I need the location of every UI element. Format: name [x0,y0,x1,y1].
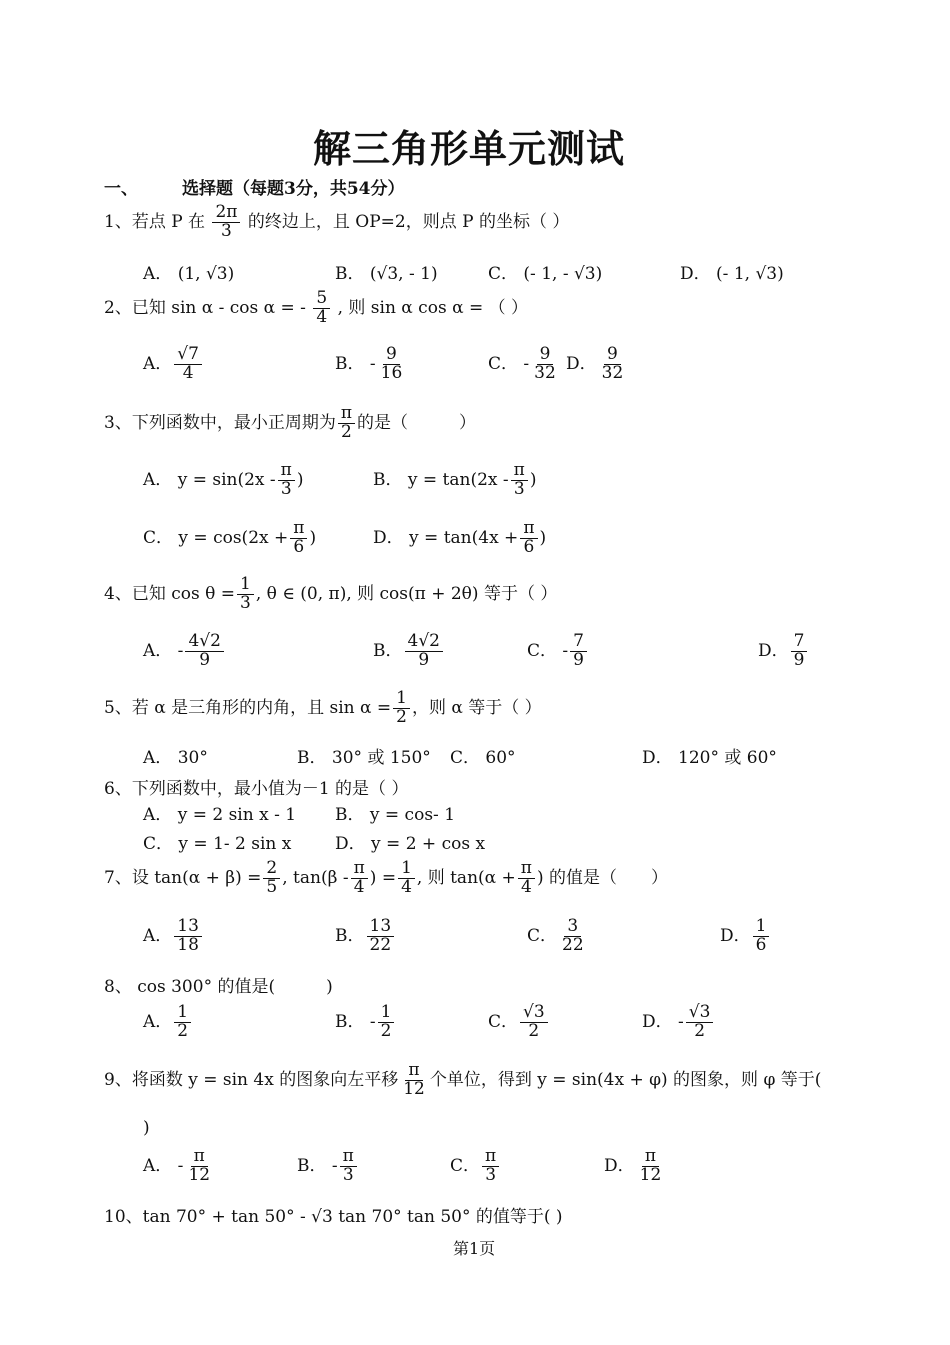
q7-stem-end: ) 的值是（ ） [536,867,669,888]
option-letter: A． [143,264,173,284]
option-fraction [520,520,537,557]
frac-den: 3 [221,220,232,241]
frac-num: 2 [263,860,280,879]
question-7 [104,860,668,897]
option-letter: C． [450,1155,481,1176]
frac-num: π [405,1062,422,1081]
frac-num: 1 [753,918,770,937]
q3-option-b[interactable] [373,462,537,499]
q3-option-c[interactable] [143,520,316,557]
option-fraction [278,462,295,499]
option-fraction [570,633,587,670]
option-letter: D． [335,834,366,854]
option-text: (- 1, √3) [716,264,784,284]
option-fraction [511,462,528,499]
frac-num: 9 [383,346,400,365]
option-text: (√3, - 1) [369,264,438,284]
q4-option-b[interactable] [373,633,445,670]
q9-option-c[interactable] [450,1148,501,1185]
option-fraction [367,918,395,955]
q3-option-d[interactable] [373,520,546,557]
frac-num: π [482,1148,499,1167]
q2-fraction [313,290,330,327]
frac-den: 12 [639,1164,662,1185]
option-text-end: ) [309,527,317,548]
option-letter: B． [297,748,327,768]
section-number: 一、 [104,179,138,199]
frac-num: π [191,1148,208,1167]
q1-stem: 1、若点 P 在 [104,211,206,232]
q7-stem: 7、设 tan(α + β) = [104,867,262,888]
page-title: 解三角形单元测试 [313,126,626,171]
q4-option-d[interactable] [758,633,809,670]
frac-den: 3 [485,1164,497,1185]
q2-option-b[interactable] [335,346,407,383]
option-fraction [686,1004,714,1041]
q4-fraction [237,576,254,613]
frac-den: 2 [380,1020,392,1041]
frac-den: 12 [403,1078,425,1099]
frac-num: 1 [393,690,410,709]
option-text: y = 1- 2 sin x [178,834,292,854]
frac-den: 3 [280,478,292,499]
option-letter: A． [143,805,173,825]
q9-stem-continued: ) [143,1118,150,1138]
frac-den: 4 [353,876,365,897]
option-fraction [791,633,808,670]
option-text: 120° 或 60° [678,748,777,768]
option-letter: C． [527,925,558,946]
q4-option-c[interactable] [527,633,589,670]
option-fraction [520,1004,548,1041]
frac-num: 9 [604,346,621,365]
option-letter: B． [335,925,365,946]
frac-num: √3 [520,1004,548,1023]
option-letter: B． [373,469,403,490]
q9-option-a[interactable] [143,1148,215,1185]
frac-num: √3 [686,1004,714,1023]
q6-option-b[interactable] [335,800,455,825]
frac-den: 2 [528,1020,540,1041]
option-fraction [378,346,406,383]
option-letter: A． [143,469,173,490]
page-number: 第1页 [453,1239,496,1258]
frac-den: 5 [266,876,278,897]
q2-option-a[interactable] [143,346,204,383]
option-fraction [185,1148,213,1185]
frac-den: 9 [573,649,584,670]
q1-option-a[interactable] [143,259,234,284]
frac-den: 4 [182,362,194,383]
frac-num: π [290,520,307,539]
option-letter: C． [488,1011,519,1032]
q7-fraction-4 [518,860,535,897]
option-text: y = cos- 1 [369,805,456,825]
option-fraction [174,918,202,955]
option-fraction [290,520,307,557]
option-text: 60° [485,748,516,768]
q3-stem-end: 的是（ ） [357,412,477,433]
q7-fraction-3 [398,860,415,897]
q5-option-c[interactable] [450,743,516,768]
q8-option-b[interactable] [335,1004,396,1041]
q8-option-c[interactable] [488,1004,550,1041]
frac-den: 2 [396,706,407,727]
option-fraction [174,1004,191,1041]
option-fraction [753,918,770,955]
q6-option-d[interactable] [335,829,485,854]
frac-num: π [511,462,528,481]
q8-expression: cos 300° [137,977,213,997]
q7-stem-part: , 则 tan(α + [416,867,516,888]
option-text: y = sin(2x - [177,469,276,490]
option-text: y = 2 sin x - 1 [177,805,297,825]
q7-option-a[interactable] [143,918,204,955]
frac-den: 9 [418,649,430,670]
frac-den: 32 [534,362,556,383]
option-fraction [559,918,587,955]
frac-den: 9 [793,649,805,670]
frac-den: 2 [694,1020,706,1041]
option-text: (1, √3) [177,264,235,284]
option-letter: D． [680,264,711,284]
frac-num: 3 [564,918,581,937]
q9-stem: 9、将函数 y = sin 4x 的图象向左平移 [104,1069,399,1090]
option-text: 30° 或 150° [331,748,431,768]
frac-den: 3 [240,592,251,613]
option-letter: D． [642,748,673,768]
q7-option-b[interactable] [335,918,396,955]
option-letter: A． [143,353,173,374]
option-fraction [174,346,202,383]
q7-option-c[interactable] [527,918,589,955]
option-letter: D． [604,1155,635,1176]
frac-den: 32 [601,362,624,383]
frac-num: π [642,1148,659,1167]
frac-num: 1 [398,860,415,879]
q6-option-c[interactable] [143,829,291,854]
frac-num: 1 [237,576,254,595]
frac-den: 22 [562,934,584,955]
option-text-end: ) [529,469,537,490]
option-text: 30° [177,748,208,768]
q3-fraction [338,405,355,442]
option-fraction [405,633,443,670]
frac-num: 4√2 [405,633,443,652]
q7-stem-part: ) = [369,867,397,888]
q9-stem-end: 个单位，得到 y = sin(4x + φ) 的图象，则 φ 等于( [429,1069,822,1090]
option-fraction [637,1148,665,1185]
option-letter: A． [143,748,173,768]
frac-den: 4 [401,876,412,897]
question-3 [104,405,476,442]
option-text: y = 2 + cos x [371,834,486,854]
option-letter: D． [758,640,789,661]
option-text: y = cos(2x + [178,527,289,548]
frac-num: π [351,860,368,879]
option-text-end: ) [539,527,547,548]
frac-num: 5 [313,290,330,309]
question-4 [104,576,557,613]
q5-option-d[interactable] [642,743,777,768]
q4-stem-end: , θ ∈ (0, π), 则 cos(π + 2θ) 等于（ ） [255,583,558,604]
q7-stem-part: , tan(β - [282,867,349,888]
frac-num: π [520,520,537,539]
frac-num: 9 [537,346,554,365]
option-letter: A． - [143,640,184,661]
option-letter: C． [488,264,519,284]
q4-option-a[interactable] [143,633,226,670]
frac-num: 7 [570,633,587,652]
q7-fraction-2 [351,860,368,897]
frac-num: 4√2 [185,633,223,652]
option-text: y = tan(4x + [409,527,519,548]
frac-num: π [518,860,535,879]
frac-den: 12 [188,1164,211,1185]
option-letter: A． - [143,1155,184,1176]
question-10: 10、tan 70° + tan 50° - √3 tan 70° tan 50° 的值等于( ) [104,1207,563,1227]
option-letter: C． [143,834,174,854]
q7-option-d[interactable] [720,918,771,955]
q5-option-b[interactable] [297,743,431,768]
q2-option-d[interactable] [566,346,628,383]
frac-num: 13 [367,918,395,937]
frac-num: π [340,1148,357,1167]
question-5 [104,690,542,727]
frac-num: π [338,405,355,424]
q1-fraction [212,204,240,241]
question-1 [104,204,569,241]
frac-den: 2 [341,421,352,442]
q5-stem-end: ，则 α 等于（ ） [411,697,542,718]
q8-stem-end: 的值是( ) [217,977,333,997]
option-letter: B． - [297,1155,338,1176]
option-text: y = tan(2x - [407,469,509,490]
option-text-end: ) [296,469,304,490]
option-letter: B． [335,805,365,825]
q5-fraction [393,690,410,727]
section-heading: 选择题（每题3分，共54分） [182,179,405,199]
q2-stem: 2、已知 sin α - cos α = - [104,297,306,318]
option-letter: B． [335,264,365,284]
q3-stem: 3、下列函数中，最小正周期为 [104,412,336,433]
option-letter: C． [450,748,481,768]
frac-den: 6 [523,536,535,557]
q5-stem: 5、若 α 是三角形的内角，且 sin α = [104,697,392,718]
frac-den: 18 [177,934,199,955]
frac-num: 13 [174,918,202,937]
option-fraction [531,346,559,383]
q2-option-c[interactable] [488,346,561,383]
q9-fraction [400,1062,428,1099]
frac-den: 22 [369,934,392,955]
frac-den: 4 [316,306,328,327]
question-6: 6、下列函数中，最小值为－1 的是（ ） [104,779,409,799]
frac-den: 16 [380,362,403,383]
q1-option-c[interactable] [488,259,602,284]
option-letter: C． - [488,353,530,374]
q8-option-a[interactable] [143,1004,193,1041]
option-letter: A． [143,925,173,946]
question-8 [104,972,333,997]
q1-stem-end: 的终边上，且 OP=2，则点 P 的坐标（ ） [247,211,570,232]
q9-option-d[interactable] [604,1148,666,1185]
q4-stem: 4、已知 cos θ = [104,583,235,604]
frac-den: 9 [199,649,211,670]
frac-den: 6 [293,536,305,557]
question-9 [104,1062,821,1099]
option-fraction [599,346,627,383]
option-fraction [378,1004,395,1041]
frac-num: 7 [791,633,808,652]
q1-option-b[interactable] [335,259,438,284]
frac-den: 4 [520,876,532,897]
q7-fraction-1 [263,860,280,897]
frac-num: 1 [378,1004,395,1023]
option-letter: B． [373,640,403,661]
option-letter: B． - [335,353,376,374]
frac-den: 6 [755,934,767,955]
option-letter: D． [373,527,404,548]
option-text: (- 1, - √3) [523,264,603,284]
frac-den: 3 [513,478,525,499]
option-letter: B． - [335,1011,376,1032]
q8-number: 8、 [104,977,132,997]
q6-option-a[interactable] [143,800,296,825]
frac-den: 2 [177,1020,189,1041]
option-letter: D． [566,353,597,374]
option-letter: C． [143,527,174,548]
option-letter: D． [720,925,751,946]
option-fraction [185,633,223,670]
frac-num: 2π [212,204,240,223]
frac-num: π [278,462,295,481]
frac-num: 1 [174,1004,191,1023]
q1-option-d[interactable] [680,259,784,284]
q9-option-b[interactable] [297,1148,359,1185]
q8-option-d[interactable] [642,1004,715,1041]
option-fraction [482,1148,499,1185]
q5-option-a[interactable] [143,743,208,768]
frac-num: √7 [174,346,202,365]
q2-stem-end: , 则 sin α cos α = （ ） [337,297,529,318]
option-letter: A． [143,1011,173,1032]
option-letter: D． - [642,1011,684,1032]
option-letter: C． - [527,640,569,661]
option-fraction [340,1148,357,1185]
frac-den: 3 [342,1164,354,1185]
question-2 [104,290,528,327]
q3-option-a[interactable] [143,462,303,499]
